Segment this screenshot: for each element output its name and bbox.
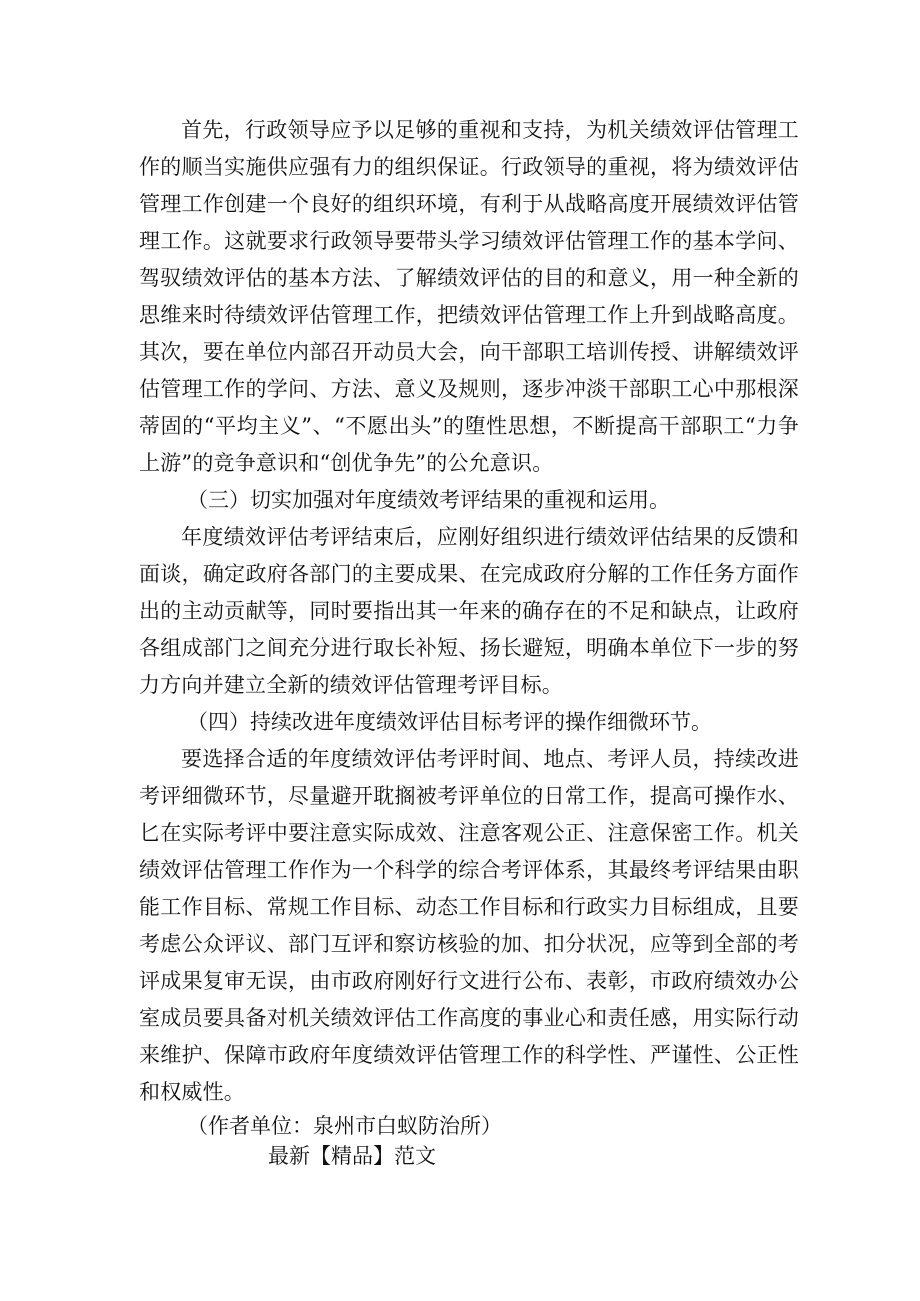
footer-label: 最新【精品】范文: [268, 1144, 436, 1168]
section-heading-4: （四）持续改进年度绩效评估目标考评的操作细微环节。: [187, 710, 712, 734]
paragraph-result-feedback: 年度绩效评估考评结束后，应刚好组织进行绩效评估结果的反馈和面谈，确定政府各部门的主要成果、在完成政府分解的工作任务方面作出的主动贡献等，同时要指出其一年来的确存在的不足和缺点，让政府各组成部门之间充分进行取长补短、扬长避短，明确本单位下一步的努力方向并建立全新的绩效评估管理考评目标。: [139, 525, 799, 697]
paragraph-leadership-support: 首先，行政领导应予以足够的重视和支持，为机关绩效评估管理工作的顺当实施供应强有力的组织保证。行政领导的重视，将为绩效评估管理工作创建一个良好的组织环境，有利于从战略高度开展绩效评估管理工作。这就要求行政领导要带头学习绩效评估管理工作的基本学问、驾驭绩效评估的基本方法、了解绩效评估的目的和意义，用一种全新的思维来时待绩效评估管理工作，把绩效评估管理工作上升到战略高度。其次，要在单位内部召开动员大会，向干部职工培训传授、讲解绩效评估管理工作的学问、方法、意义及规则，逐步冲淡干部职工心中那根深蒂固的“平均主义”、“不愿出头”的堕性思想，不断提高干部职工“力争上游”的竞争意识和“创优争先”的公允意识。: [139, 118, 799, 475]
section-heading-3: （三）切实加强对年度绩效考评结果的重视和运用。: [187, 488, 670, 512]
author-affiliation: （作者单位：泉州市白蚁防治所）: [187, 1114, 502, 1138]
paragraph-process-improvement: 要选择合适的年度绩效评估考评时间、地点、考评人员，持续改进考评细微环节，尽量避开耽搁被考评单位的日常工作，提高可操作水、匕在实际考评中要注意实际成效、注意客观公正、注意保密工作。机关绩效评估管理工作作为一个科学的综合考评体系，其最终考评结果由职能工作目标、常规工作目标、动态工作目标和行政实力目标组成，且要考虑公众评议、部门互评和察访核验的加、扣分状况，应等到全部的考评成果复审无误，由市政府刚好行文进行公布、表彰，市政府绩效办公室成员要具备对机关绩效评估工作高度的事业心和责任感，用实际行动来维护、保障市政府年度绩效评估管理工作的科学性、严谨性、公正性和权威性。: [139, 747, 799, 1104]
document-body: [139, 112, 799, 1171]
